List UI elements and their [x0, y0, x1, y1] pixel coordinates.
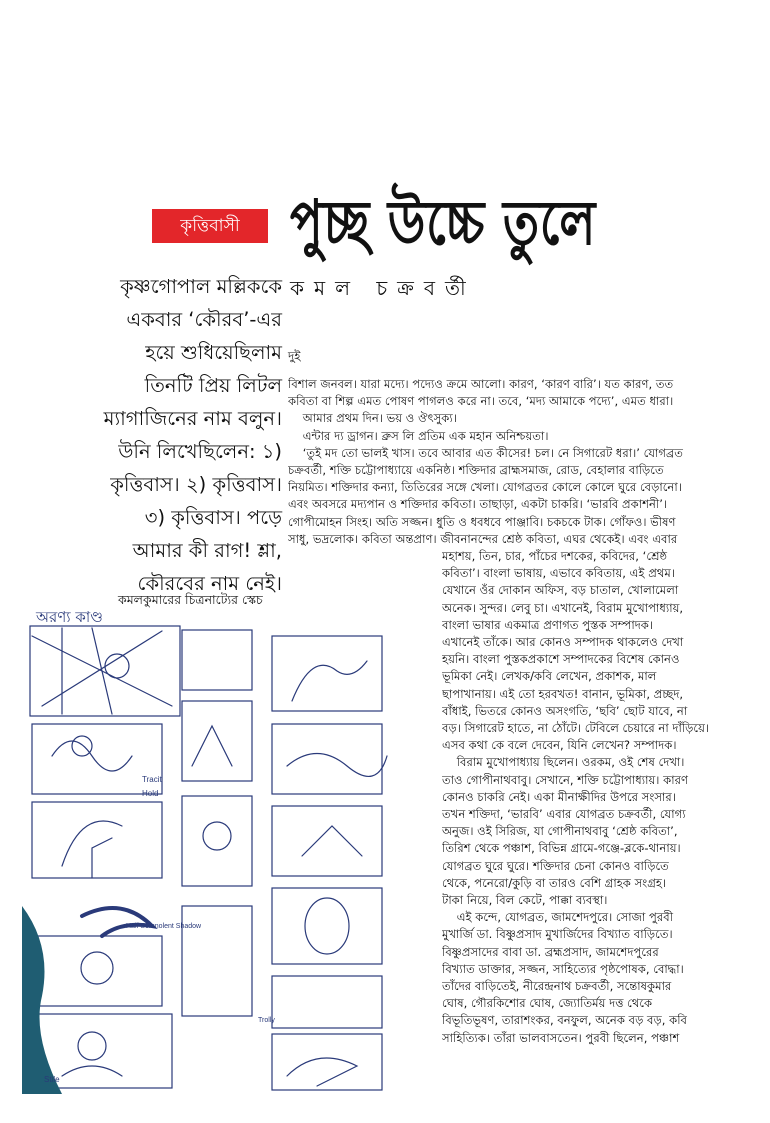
body-text-top — [288, 376, 750, 548]
sketch-panel — [182, 630, 252, 690]
pull-quote-line: আমার কী রাগ! শ্লা, — [132, 539, 282, 562]
body-line: যেখানে ওঁর দোকান অফিস, বড় চাতাল, খোলামেলা — [442, 583, 679, 598]
body-line: ‘তুই মদ তো ভালই খাস। তবে আবার এত কীসের! চল। নে সিগারেট ধরা।’ যোগব্রত — [288, 445, 683, 460]
sketch-stroke — [302, 826, 362, 856]
body-line: সাহিত্যিক। তাঁরা ভালবাসতেন। পুরবী ছিলেন, পঞ্চাশ — [442, 1030, 680, 1045]
sketch-note: Hold — [142, 789, 159, 798]
sketch-panel — [182, 796, 252, 886]
body-line: ভূমিকা নেই। লেখক/কবি লেখেন, প্রকাশক, মাল — [442, 669, 657, 684]
section-number: দুই — [288, 349, 301, 363]
sketch-panel — [272, 724, 382, 794]
sketch-stroke — [92, 628, 112, 714]
sketch-figure — [105, 654, 129, 678]
sketch-caption: কমলকুমারের চিত্রনাট্যের স্কেচ — [118, 592, 263, 607]
body-line: বিষ্ণুপ্রসাদের বাবা ডা. ব্রহ্মপ্রসাদ, জামশেদপুরের — [442, 944, 659, 959]
sketch-panel — [32, 936, 162, 1006]
sketch-panel — [30, 626, 180, 716]
sketch-stroke — [287, 754, 387, 777]
sketch-figure — [72, 736, 92, 756]
body-line: তাঁদের বাড়িতেই, নীরেন্দ্রনাথ চক্রবর্তী, সন্তোষকুমার — [442, 979, 672, 994]
body-line: অনেক। সুন্দর। লেবু চা। এখানেই, বিরাম মুখোপাধ্যায়, — [442, 600, 684, 615]
section-label: কৃত্তিবাসী — [152, 209, 268, 243]
pull-quote-line: কৃত্তিবাস। ২) কৃত্তিবাস। — [110, 473, 282, 496]
pull-quote-line: উনি লিখেছিলেন: ১) — [118, 440, 282, 463]
sketch-figure — [203, 822, 231, 850]
body-line: কবিতা’। বাংলা ভাষায়, এভাবে কবিতায়, এই প্রথম। — [442, 566, 675, 581]
sketch-note: Tracit — [142, 775, 162, 784]
sketch-panel — [182, 701, 252, 781]
sketch-stroke — [287, 1058, 357, 1086]
body-line: এই কন্দে, যোগব্রত, জামশেদপুরে। সোজা পুরবী — [442, 910, 674, 925]
body-line: নিয়মিত। শক্তিদার কন্যা, তিতিরের সঙ্গে খেলা। যোগব্রতর কোলে কোলে ঘুরে বেড়ানো। — [288, 480, 682, 495]
pull-quote-line: হয়ে শুধিয়েছিলাম — [145, 341, 282, 364]
sketch-teal-wash — [22, 906, 62, 1094]
pull-quote-line: ম্যাগাজিনের নাম বলুন। — [103, 407, 282, 430]
body-line: আমার প্রথম দিন। ভয় ও ঔৎসুক্য। — [288, 411, 457, 426]
body-line: বিভূতিভূষণ, তারাশংকর, বনফুল, অনেক বড় বড়, কবি — [442, 1013, 688, 1028]
sketch-stroke — [192, 726, 232, 766]
body-text-column — [442, 548, 750, 1047]
sketch-stroke — [82, 908, 152, 936]
body-line: মহাশয়, তিন, চার, পাঁচের দশকের, কবিদের, ‘শ্রেষ্ঠ — [442, 549, 668, 563]
sketch-figure — [81, 952, 113, 984]
sketch-panel — [272, 636, 382, 711]
sketch-note: Trolly — [258, 1017, 275, 1024]
sketch-panel — [272, 888, 382, 964]
pull-quote-line: কৌরবের নাম নেই। — [137, 572, 282, 595]
author-name: কমল চক্রবর্তী — [290, 276, 476, 300]
body-line: বাঁধাই, ভিতরে কোনও অসংগতি, ‘ছবি’ ছোট যাবে, না — [442, 703, 688, 718]
sketch-stroke — [92, 838, 112, 878]
body-line: সাধু, ভদ্রলোক। কবিতা অন্তপ্রাণ। জীবনানন্দের শ্রেষ্ঠ কবিতা, এঘর থেকেই। এবং এবার — [288, 531, 678, 546]
pull-quote — [58, 270, 282, 600]
sketch-panel — [32, 802, 162, 878]
body-line: তাও গোপীনাথবাবু। সেখানে, শক্তি চট্টোপাধ্যায়। কারণ — [442, 772, 688, 787]
pull-quote-line: তিনটি প্রিয় লিটল — [144, 374, 282, 397]
body-line: বাংলা ভাষার একমাত্র প্রণাগত পুস্তক সম্পাদক। — [442, 617, 654, 632]
body-line: বিখ্যাত ডাক্তার, সজ্জন, সাহিত্যের পৃষ্ঠপোষক, বোদ্ধা। — [442, 961, 684, 976]
body-line: এবং অবসরে মদ্যপান ও শক্তিদার কবিতা। তাছাড়া, একটা চাকরি। ‘ভারবি প্রকাশনী’। — [288, 497, 668, 512]
body-line: তখন শক্তিদা, ‘ভারবি’ এবার যোগব্রত চক্রবর্তী, যোগ্য — [442, 807, 686, 822]
body-line: গোপীমোহন সিংহ। অতি সজ্জন। ধুতি ও ধবধবে পাঞ্জাবি। চকচকে টাক। গোঁফও। ভীষণ — [288, 514, 676, 529]
pull-quote-line: একবার ‘কৌরব’-এর — [126, 308, 282, 331]
pull-quote-line: কৃষ্ণগোপাল মল্লিককে — [120, 275, 282, 298]
body-line: বিরাম মুখোপাধ্যায় ছিলেন। ওরকম, ওই শেষ দেখা। — [442, 755, 685, 770]
sketch-panel — [272, 976, 382, 1028]
body-line: মুখার্জি ডা. বিষ্ণুপ্রসাদ মুখার্জিদের বিখ্যাত বাড়িতে। — [442, 927, 673, 942]
storyboard-sketch — [22, 606, 432, 1094]
sketch-note: Half Somnolent Shadow — [126, 923, 202, 930]
body-line: যোগব্রত ঘুরে ঘুরে। শক্তিদার চেনা কোনও বাড়িতে — [442, 858, 669, 873]
sketch-stroke — [62, 1066, 122, 1076]
body-line: এসব কথা কে বলে দেবেন, যিনি লেখেন? সম্পাদক। — [442, 738, 677, 753]
body-line: অনুজ। ওই সিরিজ, যা গোপীনাথবাবু ‘শ্রেষ্ঠ কবিতা’, — [442, 824, 678, 839]
body-line: তিরিশ থেকে পঞ্চাশ, বিভিন্ন গ্রামে-গঞ্জে-ব্লকে-থানায়। — [442, 841, 681, 856]
sketch-figure — [305, 898, 349, 954]
body-line: ঘোষ, গৌরকিশোর ঘোষ, জ্যোতির্ময় দত্ত থেকে — [442, 996, 653, 1011]
sketch-stroke — [292, 661, 367, 701]
body-line: ছাপাখানায়। এই তো হরবখত! বানান, ভূমিকা, প্রচ্ছদ, — [442, 686, 684, 701]
sketch-panel — [272, 806, 382, 876]
sketch-heading: অরণ্য কাণ্ড — [36, 608, 103, 626]
body-line: চক্রবর্তী, শক্তি চট্টোপাধ্যায়ে একনিষ্ঠ। শক্তিদার ব্রাহ্মসমাজ, রোড, বেহালার বাড়িতে — [288, 463, 664, 478]
pull-quote-line: ৩) কৃত্তিবাস। পড়ে — [144, 506, 282, 529]
body-line: বিশাল জনবল। যারা মদ্যে। পদ্যেও ক্রমে আলো। কারণ, ‘কারণ বারি’। যত কারণ, তত — [288, 377, 674, 391]
body-line: হয়নি। বাংলা পুস্তকপ্রকাশে সম্পাদকের বিশেষ কোনও — [442, 652, 680, 667]
body-line: থেকে, পনেরো/কুড়ি বা তারও বেশি গ্রাহক সংগ্রহ। — [442, 875, 667, 890]
article-title: পুচ্ছ উচ্চে তুলে — [290, 186, 597, 259]
body-line: টাকা নিয়ে, বিল কেটে, পাক্কা ব্যবস্থা। — [442, 893, 608, 908]
body-line: এন্টার দ্য ড্রাগন। ব্রুস লি প্রতিম এক মহান অনিশ্চয়তা। — [288, 428, 549, 443]
sketch-figure — [78, 1032, 106, 1060]
body-line: কবিতা বা শিল্প এমত পোষণ পাগলও করে না। তবে, ‘মদ্য আমাকে পদ্যে’, এমত ধারা। — [288, 394, 674, 409]
sketch-note: Stile — [44, 1075, 60, 1084]
body-line: কোনও চাকরি নেই। একা মীনাক্ষীদির উপরে সংসার। — [442, 789, 676, 804]
body-line: এখানেই তাঁকে। আর কোনও সম্পাদক থাকলেও দেখা — [442, 635, 684, 650]
body-line: বড়। সিগারেট হাতে, না ঠোঁটে। টেবিলে চেয়ারে না দাঁড়িয়ে। — [442, 721, 710, 736]
